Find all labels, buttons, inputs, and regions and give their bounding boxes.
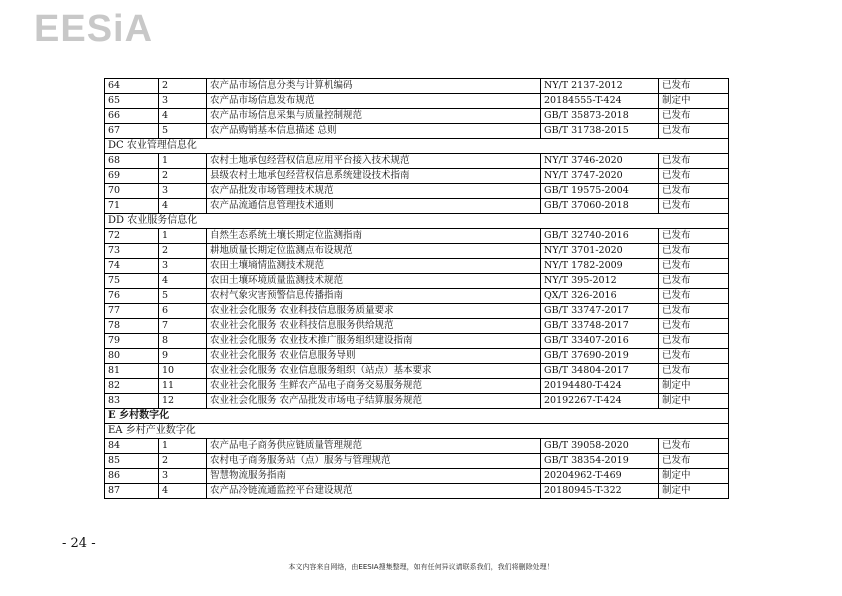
sub-number: 1 bbox=[159, 229, 207, 244]
sub-number: 8 bbox=[159, 334, 207, 349]
row-number: 72 bbox=[105, 229, 159, 244]
sub-number: 5 bbox=[159, 124, 207, 139]
standards-table bbox=[104, 78, 729, 499]
standard-code: NY/T 395-2012 bbox=[541, 274, 659, 289]
status-cell: 已发布 bbox=[659, 229, 729, 244]
sub-number: 6 bbox=[159, 304, 207, 319]
status-cell: 已发布 bbox=[659, 259, 729, 274]
table-row bbox=[105, 184, 729, 199]
row-number: 64 bbox=[105, 79, 159, 94]
table-row bbox=[105, 199, 729, 214]
footer-note: 本文内容来自网络，由EESIA搜集整理，如有任何异议请联系我们，我们将删除处理！ bbox=[288, 563, 554, 571]
standard-code: NY/T 3746-2020 bbox=[541, 154, 659, 169]
sub-number: 3 bbox=[159, 259, 207, 274]
standard-name: 农产品市场信息采集与质量控制规范 bbox=[207, 109, 541, 124]
standard-name: 农产品市场信息发布规范 bbox=[207, 94, 541, 109]
table-row bbox=[105, 124, 729, 139]
sub-number: 12 bbox=[159, 394, 207, 409]
status-cell: 制定中 bbox=[659, 469, 729, 484]
table-row bbox=[105, 154, 729, 169]
row-number: 85 bbox=[105, 454, 159, 469]
standard-code: 20194480-T-424 bbox=[541, 379, 659, 394]
table-row bbox=[105, 484, 729, 499]
status-cell: 已发布 bbox=[659, 274, 729, 289]
standard-code: GB/T 37060-2018 bbox=[541, 199, 659, 214]
status-cell: 制定中 bbox=[659, 484, 729, 499]
table-row bbox=[105, 274, 729, 289]
status-cell: 已发布 bbox=[659, 439, 729, 454]
standard-code: QX/T 326-2016 bbox=[541, 289, 659, 304]
sub-number: 9 bbox=[159, 349, 207, 364]
table-row bbox=[105, 394, 729, 409]
status-cell: 已发布 bbox=[659, 79, 729, 94]
sub-number: 1 bbox=[159, 154, 207, 169]
table-row bbox=[105, 244, 729, 259]
row-number: 71 bbox=[105, 199, 159, 214]
sub-number: 2 bbox=[159, 454, 207, 469]
standard-name: 农田土壤环境质量监测技术规范 bbox=[207, 274, 541, 289]
standard-name: 农业社会化服务 生鲜农产品电子商务交易服务规范 bbox=[207, 379, 541, 394]
status-cell: 已发布 bbox=[659, 109, 729, 124]
sub-number: 4 bbox=[159, 274, 207, 289]
sub-number: 3 bbox=[159, 469, 207, 484]
table-row bbox=[105, 109, 729, 124]
standard-code: GB/T 32740-2016 bbox=[541, 229, 659, 244]
sub-number: 4 bbox=[159, 109, 207, 124]
table-row bbox=[105, 304, 729, 319]
section-row bbox=[105, 214, 729, 229]
standard-code: NY/T 2137-2012 bbox=[541, 79, 659, 94]
standard-name: 农业社会化服务 农产品批发市场电子结算服务规范 bbox=[207, 394, 541, 409]
standard-name: 自然生态系统土壤长期定位监测指南 bbox=[207, 229, 541, 244]
section-label: EA 乡村产业数字化 bbox=[105, 424, 729, 439]
status-cell: 制定中 bbox=[659, 94, 729, 109]
status-cell: 已发布 bbox=[659, 184, 729, 199]
section-row bbox=[105, 139, 729, 154]
standard-code: GB/T 31738-2015 bbox=[541, 124, 659, 139]
row-number: 78 bbox=[105, 319, 159, 334]
row-number: 73 bbox=[105, 244, 159, 259]
standard-name: 农田土壤墒情监测技术规范 bbox=[207, 259, 541, 274]
row-number: 79 bbox=[105, 334, 159, 349]
standard-name: 农业社会化服务 农业信息服务导则 bbox=[207, 349, 541, 364]
status-cell: 已发布 bbox=[659, 454, 729, 469]
standard-code: NY/T 3747-2020 bbox=[541, 169, 659, 184]
row-number: 68 bbox=[105, 154, 159, 169]
row-number: 65 bbox=[105, 94, 159, 109]
section-label: DD 农业服务信息化 bbox=[105, 214, 729, 229]
sub-number: 2 bbox=[159, 79, 207, 94]
table-row bbox=[105, 439, 729, 454]
status-cell: 已发布 bbox=[659, 334, 729, 349]
section-row bbox=[105, 424, 729, 439]
table-row bbox=[105, 229, 729, 244]
row-number: 77 bbox=[105, 304, 159, 319]
sub-number: 1 bbox=[159, 439, 207, 454]
page-number: - 24 - bbox=[62, 536, 96, 551]
standard-code: NY/T 1782-2009 bbox=[541, 259, 659, 274]
standard-code: GB/T 33407-2016 bbox=[541, 334, 659, 349]
standard-code: GB/T 37690-2019 bbox=[541, 349, 659, 364]
standard-name: 耕地质量长期定位监测点布设规范 bbox=[207, 244, 541, 259]
standard-code: 20204962-T-469 bbox=[541, 469, 659, 484]
standards-table-body bbox=[105, 79, 729, 499]
standard-name: 农产品电子商务供应链质量管理规范 bbox=[207, 439, 541, 454]
eesia-logo: EESiA bbox=[34, 8, 154, 50]
row-number: 87 bbox=[105, 484, 159, 499]
table-row bbox=[105, 454, 729, 469]
table-row bbox=[105, 349, 729, 364]
sub-number: 11 bbox=[159, 379, 207, 394]
row-number: 70 bbox=[105, 184, 159, 199]
standard-code: NY/T 3701-2020 bbox=[541, 244, 659, 259]
row-number: 66 bbox=[105, 109, 159, 124]
status-cell: 已发布 bbox=[659, 244, 729, 259]
standard-name: 农产品冷链流通监控平台建设规范 bbox=[207, 484, 541, 499]
standard-code: 20184555-T-424 bbox=[541, 94, 659, 109]
section-label: DC 农业管理信息化 bbox=[105, 139, 729, 154]
standard-name: 农村气象灾害预警信息传播指南 bbox=[207, 289, 541, 304]
row-number: 74 bbox=[105, 259, 159, 274]
status-cell: 已发布 bbox=[659, 289, 729, 304]
category-heading: E 乡村数字化 bbox=[105, 409, 729, 424]
status-cell: 已发布 bbox=[659, 304, 729, 319]
row-number: 76 bbox=[105, 289, 159, 304]
table-row bbox=[105, 289, 729, 304]
sub-number: 2 bbox=[159, 244, 207, 259]
table-row bbox=[105, 169, 729, 184]
sub-number: 3 bbox=[159, 184, 207, 199]
table-row bbox=[105, 469, 729, 484]
standard-name: 农产品市场信息分类与计算机编码 bbox=[207, 79, 541, 94]
status-cell: 已发布 bbox=[659, 349, 729, 364]
row-number: 75 bbox=[105, 274, 159, 289]
table-row bbox=[105, 94, 729, 109]
status-cell: 制定中 bbox=[659, 394, 729, 409]
standard-code: GB/T 35873-2018 bbox=[541, 109, 659, 124]
standard-code: GB/T 33748-2017 bbox=[541, 319, 659, 334]
sub-number: 2 bbox=[159, 169, 207, 184]
standard-name: 农业社会化服务 农业科技信息服务质量要求 bbox=[207, 304, 541, 319]
row-number: 84 bbox=[105, 439, 159, 454]
table-row bbox=[105, 334, 729, 349]
status-cell: 已发布 bbox=[659, 154, 729, 169]
sub-number: 4 bbox=[159, 484, 207, 499]
row-number: 80 bbox=[105, 349, 159, 364]
row-number: 81 bbox=[105, 364, 159, 379]
row-number: 67 bbox=[105, 124, 159, 139]
standard-name: 智慧物流服务指南 bbox=[207, 469, 541, 484]
standard-code: GB/T 33747-2017 bbox=[541, 304, 659, 319]
row-number: 86 bbox=[105, 469, 159, 484]
standard-code: GB/T 39058-2020 bbox=[541, 439, 659, 454]
standard-name: 农业社会化服务 农业技术推广服务组织建设指南 bbox=[207, 334, 541, 349]
category-heading-row bbox=[105, 409, 729, 424]
status-cell: 已发布 bbox=[659, 124, 729, 139]
standard-name: 县级农村土地承包经营权信息系统建设技术指南 bbox=[207, 169, 541, 184]
table-row bbox=[105, 79, 729, 94]
row-number: 83 bbox=[105, 394, 159, 409]
status-cell: 已发布 bbox=[659, 364, 729, 379]
standard-name: 农产品批发市场管理技术规范 bbox=[207, 184, 541, 199]
sub-number: 3 bbox=[159, 94, 207, 109]
row-number: 69 bbox=[105, 169, 159, 184]
standard-name: 农产品流通信息管理技术通则 bbox=[207, 199, 541, 214]
status-cell: 制定中 bbox=[659, 379, 729, 394]
standard-name: 农产品购销基本信息描述 总则 bbox=[207, 124, 541, 139]
standard-name: 农业社会化服务 农业科技信息服务供给规范 bbox=[207, 319, 541, 334]
row-number: 82 bbox=[105, 379, 159, 394]
sub-number: 4 bbox=[159, 199, 207, 214]
standard-name: 农业社会化服务 农业信息服务组织（站点）基本要求 bbox=[207, 364, 541, 379]
table-row bbox=[105, 379, 729, 394]
standard-code: 20192267-T-424 bbox=[541, 394, 659, 409]
sub-number: 10 bbox=[159, 364, 207, 379]
status-cell: 已发布 bbox=[659, 199, 729, 214]
standard-name: 农村土地承包经营权信息应用平台接入技术规范 bbox=[207, 154, 541, 169]
standard-code: GB/T 19575-2004 bbox=[541, 184, 659, 199]
table-row bbox=[105, 319, 729, 334]
standard-code: 20180945-T-322 bbox=[541, 484, 659, 499]
standard-code: GB/T 38354-2019 bbox=[541, 454, 659, 469]
status-cell: 已发布 bbox=[659, 319, 729, 334]
table-row bbox=[105, 364, 729, 379]
sub-number: 7 bbox=[159, 319, 207, 334]
status-cell: 已发布 bbox=[659, 169, 729, 184]
sub-number: 5 bbox=[159, 289, 207, 304]
standard-name: 农村电子商务服务站（点）服务与管理规范 bbox=[207, 454, 541, 469]
standard-code: GB/T 34804-2017 bbox=[541, 364, 659, 379]
table-row bbox=[105, 259, 729, 274]
